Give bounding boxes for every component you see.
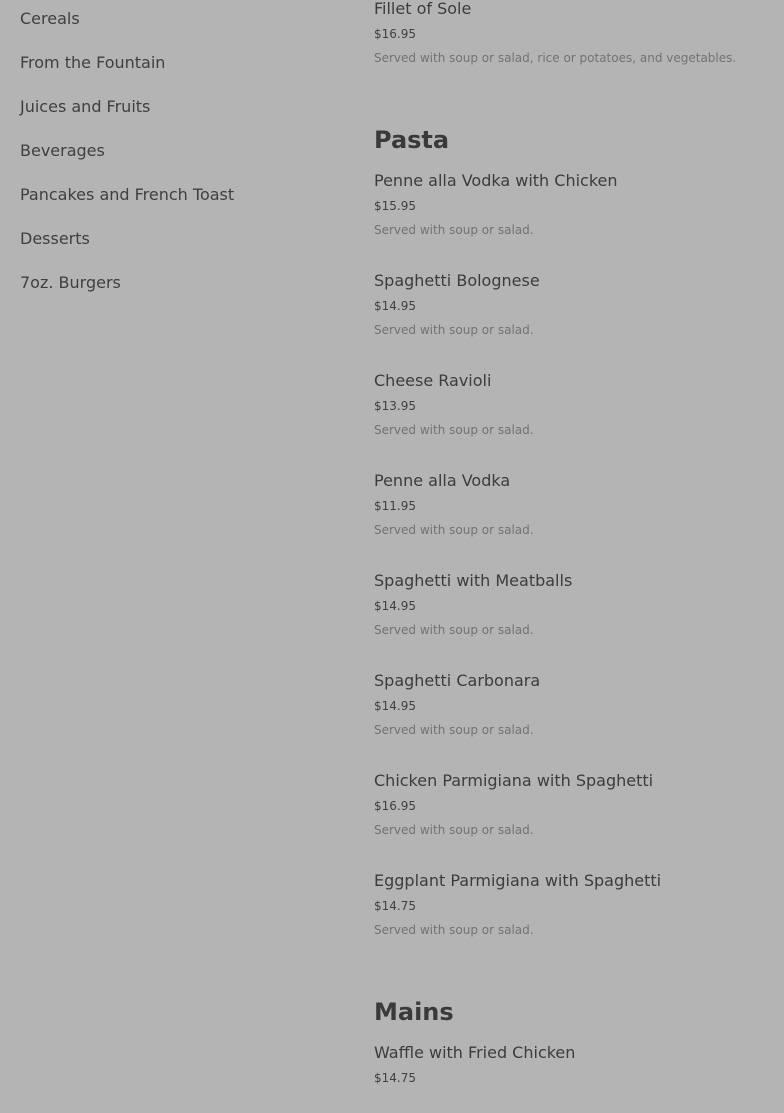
menu-item-description: Served with soup or salad, rice or potatoes, and vegetables. xyxy=(374,51,737,65)
menu-item-price: $11.95 xyxy=(374,499,416,513)
menu-item-name: Spaghetti with Meatballs xyxy=(374,571,573,590)
menu-item-description: Served with soup or salad. xyxy=(374,323,534,337)
menu-item-name: Eggplant Parmigiana with Spaghetti xyxy=(374,871,662,890)
menu-item-price: $16.95 xyxy=(374,799,416,813)
menu-item-name: Penne alla Vodka with Chicken xyxy=(374,171,618,190)
sidebar-item-pancakes-and-french-toast[interactable]: Pancakes and French Toast xyxy=(20,185,235,204)
sidebar-item-cereals[interactable]: Cereals xyxy=(20,9,80,28)
menu-item-name: Fillet of Sole xyxy=(374,0,472,18)
menu-item-price: $14.95 xyxy=(374,599,416,613)
menu-item-price: $16.95 xyxy=(374,27,416,41)
menu-item-description: Served with soup or salad. xyxy=(374,223,534,237)
menu-item-name: Spaghetti Carbonara xyxy=(374,671,541,690)
menu-item-name: Chicken Parmigiana with Spaghetti xyxy=(374,771,654,790)
menu-item-description: Served with soup or salad. xyxy=(374,623,534,637)
menu-item-price: $14.95 xyxy=(374,299,416,313)
sidebar-item-juices-and-fruits[interactable]: Juices and Fruits xyxy=(20,97,151,116)
menu-item-description: Served with soup or salad. xyxy=(374,523,534,537)
menu-item-price: $13.95 xyxy=(374,399,416,413)
menu-item-description: Served with soup or salad. xyxy=(374,923,534,937)
menu-item-name: Cheese Ravioli xyxy=(374,371,492,390)
menu-item-description: Served with soup or salad. xyxy=(374,423,534,437)
menu-item-name: Penne alla Vodka xyxy=(374,471,511,490)
menu-item-name: Spaghetti Bolognese xyxy=(374,271,540,290)
menu-item-price: $14.95 xyxy=(374,699,416,713)
section-heading-pasta: Pasta xyxy=(374,126,450,154)
menu-item-description: Served with soup or salad. xyxy=(374,823,534,837)
menu-item-price: $14.75 xyxy=(374,899,416,913)
sidebar-item-7oz-burgers[interactable]: 7oz. Burgers xyxy=(20,273,121,292)
menu-item-price: $14.75 xyxy=(374,1071,416,1085)
menu-item-price: $15.95 xyxy=(374,199,416,213)
menu-item-name: Waffle with Fried Chicken xyxy=(374,1043,576,1062)
sidebar-item-from-the-fountain[interactable]: From the Fountain xyxy=(20,53,166,72)
sidebar-item-beverages[interactable]: Beverages xyxy=(20,141,105,160)
section-heading-mains: Mains xyxy=(374,998,454,1026)
sidebar-item-desserts[interactable]: Desserts xyxy=(20,229,90,248)
menu-item-description: Served with soup or salad. xyxy=(374,723,534,737)
